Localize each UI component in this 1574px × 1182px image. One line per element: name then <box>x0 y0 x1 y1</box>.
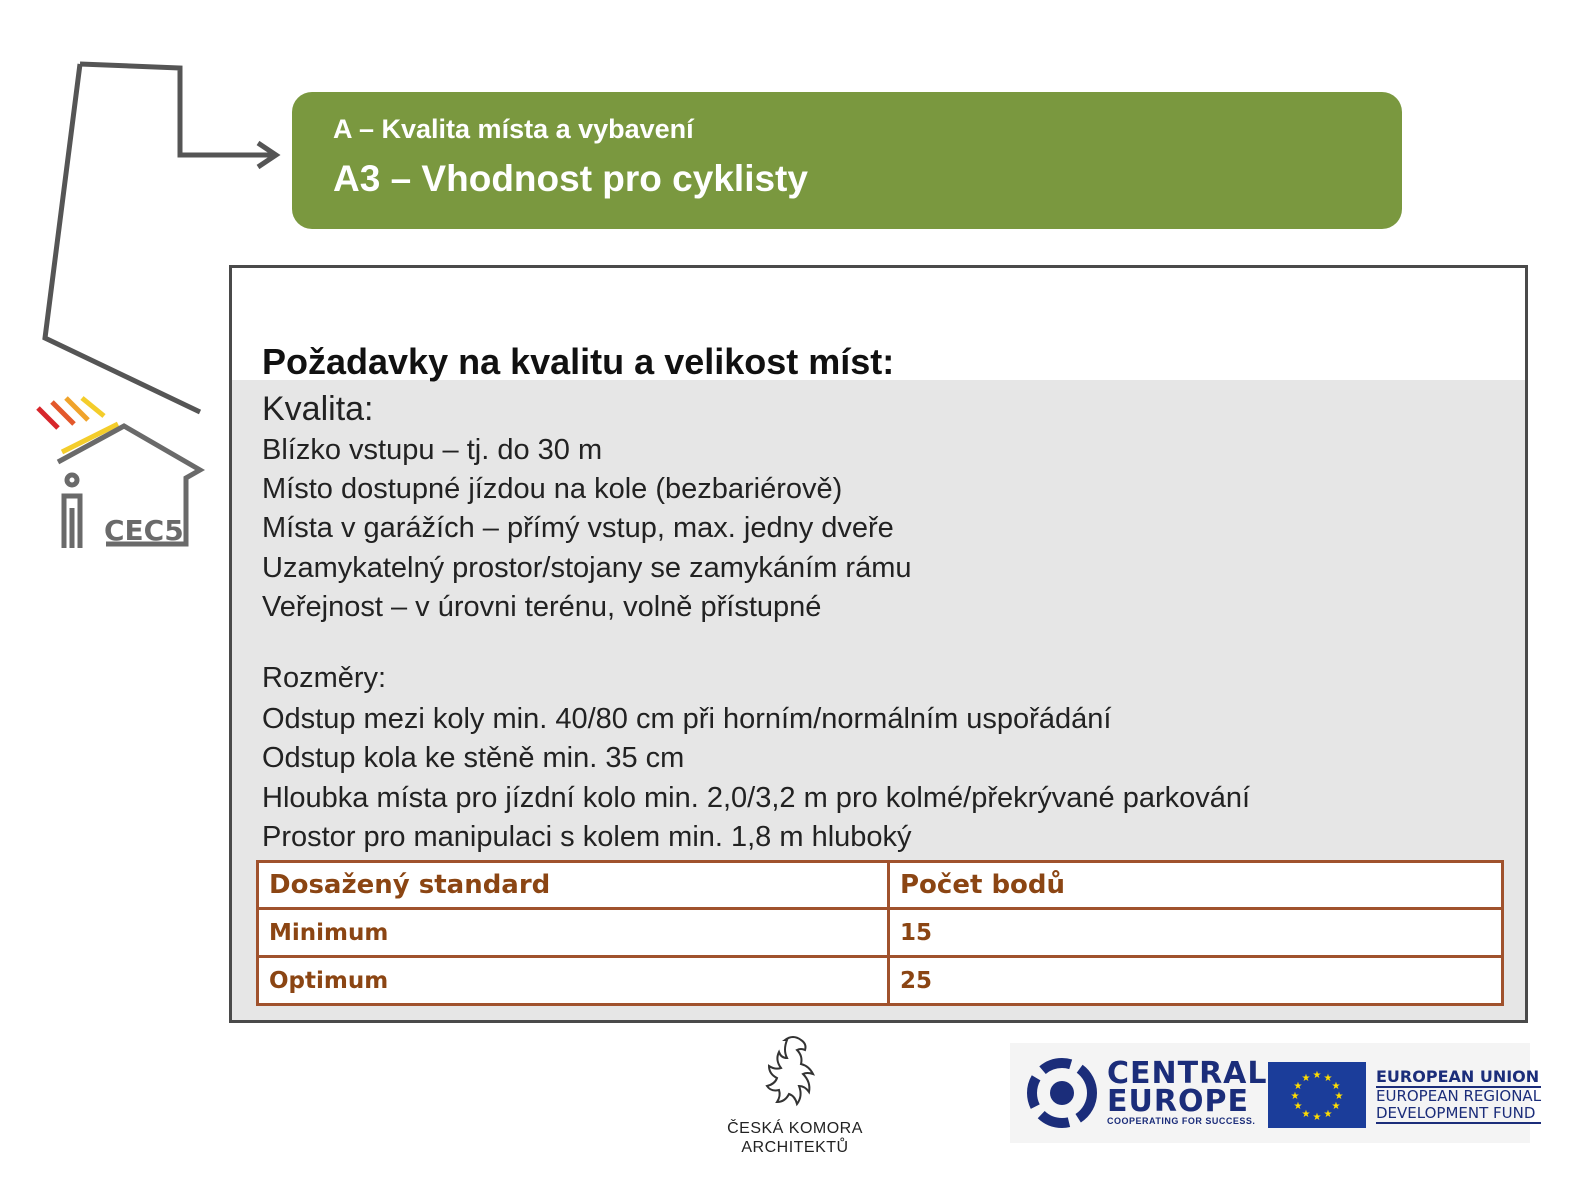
svg-text:★: ★ <box>1331 1081 1341 1092</box>
requirements-heading: Požadavky na kvalitu a velikost míst: <box>262 341 895 382</box>
sun-rays-icon <box>38 398 118 452</box>
section-header <box>292 92 1402 229</box>
dimension-item: Hloubka místa pro jízdní kolo min. 2,0/3,2 m pro kolmé/překrývané parkování <box>262 782 1251 814</box>
svg-text:★: ★ <box>1323 1109 1333 1120</box>
points-table <box>256 860 1504 1006</box>
cka-text-line1: ČESKÁ KOMORA <box>727 1120 863 1137</box>
table-header-row <box>258 862 1503 909</box>
ce-tagline: COOPERATING FOR SUCCESS. <box>1107 1116 1256 1126</box>
header-title: A3 – Vhodnost pro cyklisty <box>333 158 808 199</box>
central-europe-logo <box>1107 1056 1268 1126</box>
quality-item: Blízko vstupu – tj. do 30 m <box>262 434 603 466</box>
quality-title: Kvalita: <box>262 390 374 428</box>
header-subtitle: A – Kvalita místa a vybavení <box>333 114 694 144</box>
eu-line2: EUROPEAN REGIONAL <box>1376 1087 1542 1105</box>
table-row <box>258 909 1503 957</box>
dimension-item: Prostor pro manipulaci s kolem min. 1,8 m hluboký <box>262 821 912 853</box>
content-box <box>229 265 1528 1023</box>
ce-line2: EUROPE <box>1107 1084 1249 1119</box>
svg-text:★: ★ <box>1331 1101 1341 1112</box>
table-row <box>258 957 1503 1005</box>
table-header-cell: Dosažený standard <box>258 862 889 909</box>
quality-item: Místa v garážích – přímý vstup, max. jedny dveře <box>262 512 894 544</box>
svg-text:★: ★ <box>1301 1073 1311 1084</box>
svg-text:★: ★ <box>1334 1091 1344 1102</box>
eu-line3: DEVELOPMENT FUND <box>1376 1105 1541 1124</box>
dimension-item: Odstup mezi koly min. 40/80 cm při horním/normálním uspořádání <box>262 703 1112 735</box>
quality-item: Místo dostupné jízdou na kole (bezbariérově) <box>262 473 843 505</box>
cka-logo <box>720 1032 870 1157</box>
svg-text:★: ★ <box>1312 1070 1322 1081</box>
eu-flag-icon <box>1268 1062 1366 1128</box>
dimension-item: Odstup kola ke stěně min. 35 cm <box>262 742 685 774</box>
eu-line1: EUROPEAN UNION <box>1376 1067 1540 1086</box>
svg-text:★: ★ <box>1301 1109 1311 1120</box>
table-cell: 15 <box>889 909 1503 957</box>
quality-item: Veřejnost – v úrovni terénu, volně přístupné <box>262 591 822 623</box>
table-header-cell: Počet bodů <box>889 862 1503 909</box>
table-cell: Optimum <box>258 957 889 1005</box>
lion-emblem-icon <box>755 1032 835 1114</box>
dimensions-title: Rozměry: <box>262 662 387 694</box>
ce-line1: CENTRAL <box>1107 1056 1268 1091</box>
table-cell: 25 <box>889 957 1503 1005</box>
table-cell: Minimum <box>258 909 889 957</box>
central-europe-swirl-icon <box>1022 1058 1102 1128</box>
cec5-logo-text: CEC5 <box>104 514 184 547</box>
svg-text:★: ★ <box>1323 1073 1333 1084</box>
cka-text-line2: ARCHITEKTŮ <box>741 1139 849 1156</box>
svg-text:★: ★ <box>1312 1112 1322 1123</box>
svg-text:★: ★ <box>1290 1091 1300 1102</box>
eu-fund-text <box>1376 1068 1541 1124</box>
svg-text:★: ★ <box>1293 1081 1303 1092</box>
svg-text:★: ★ <box>1293 1101 1303 1112</box>
quality-item: Uzamykatelný prostor/stojany se zamykáním rámu <box>262 552 912 584</box>
